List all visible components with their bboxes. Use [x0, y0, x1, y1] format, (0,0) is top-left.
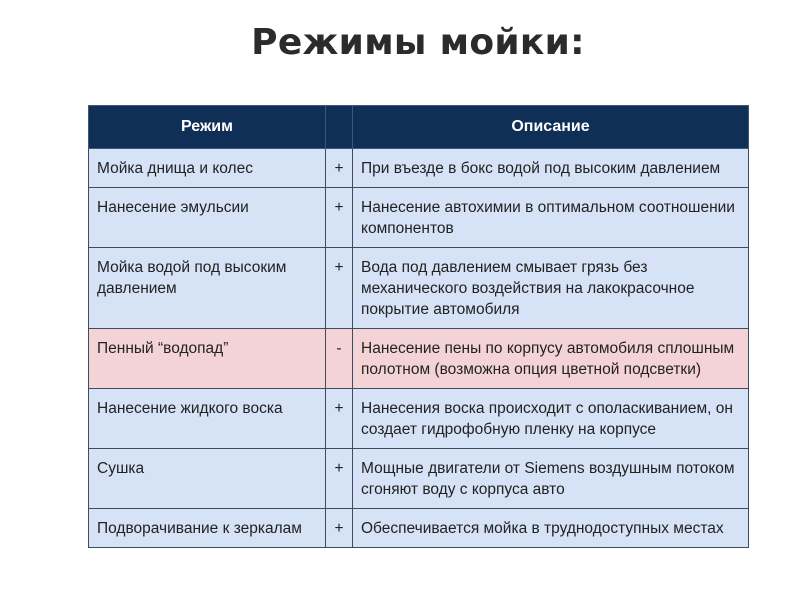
table-row	[89, 329, 749, 389]
header-mode: Режим	[89, 106, 326, 149]
sign-cell: +	[326, 188, 353, 248]
mode-cell: Сушка	[89, 449, 326, 509]
sign-cell: +	[326, 449, 353, 509]
table-row	[89, 188, 749, 248]
header-sign	[326, 106, 353, 149]
sign-cell: +	[326, 509, 353, 548]
description-cell: Нанесение автохимии в оптимальном соотношении компонентов	[353, 188, 749, 248]
table-row	[89, 248, 749, 329]
sign-cell: +	[326, 389, 353, 449]
sign-cell: -	[326, 329, 353, 389]
table-row	[89, 389, 749, 449]
mode-cell: Подворачивание к зеркалам	[89, 509, 326, 548]
table-row	[89, 509, 749, 548]
table-row	[89, 449, 749, 509]
mode-cell: Нанесение жидкого воска	[89, 389, 326, 449]
mode-cell: Мойка водой под высоким давлением	[89, 248, 326, 329]
description-cell: Нанесения воска происходит с ополаскиванием, он создает гидрофобную пленку на корпусе	[353, 389, 749, 449]
description-cell: Вода под давлением смывает грязь без механического воздействия на лакокрасочное покрытие автомобиля	[353, 248, 749, 329]
table-row	[89, 149, 749, 188]
header-description: Описание	[353, 106, 749, 149]
description-cell: При въезде в бокс водой под высоким давлением	[353, 149, 749, 188]
description-cell: Мощные двигатели от Siemens воздушным потоком сгоняют воду с корпуса авто	[353, 449, 749, 509]
mode-cell: Мойка днища и колес	[89, 149, 326, 188]
mode-cell: Нанесение эмульсии	[89, 188, 326, 248]
description-cell: Нанесение пены по корпусу автомобиля сплошным полотном (возможна опция цветной подсветки)	[353, 329, 749, 389]
description-cell: Обеспечивается мойка в труднодоступных местах	[353, 509, 749, 548]
page-title: Режимы мойки:	[251, 22, 585, 63]
wash-modes-table	[88, 105, 749, 548]
sign-cell: +	[326, 248, 353, 329]
mode-cell: Пенный “водопад”	[89, 329, 326, 389]
sign-cell: +	[326, 149, 353, 188]
table-header-row	[89, 106, 749, 149]
